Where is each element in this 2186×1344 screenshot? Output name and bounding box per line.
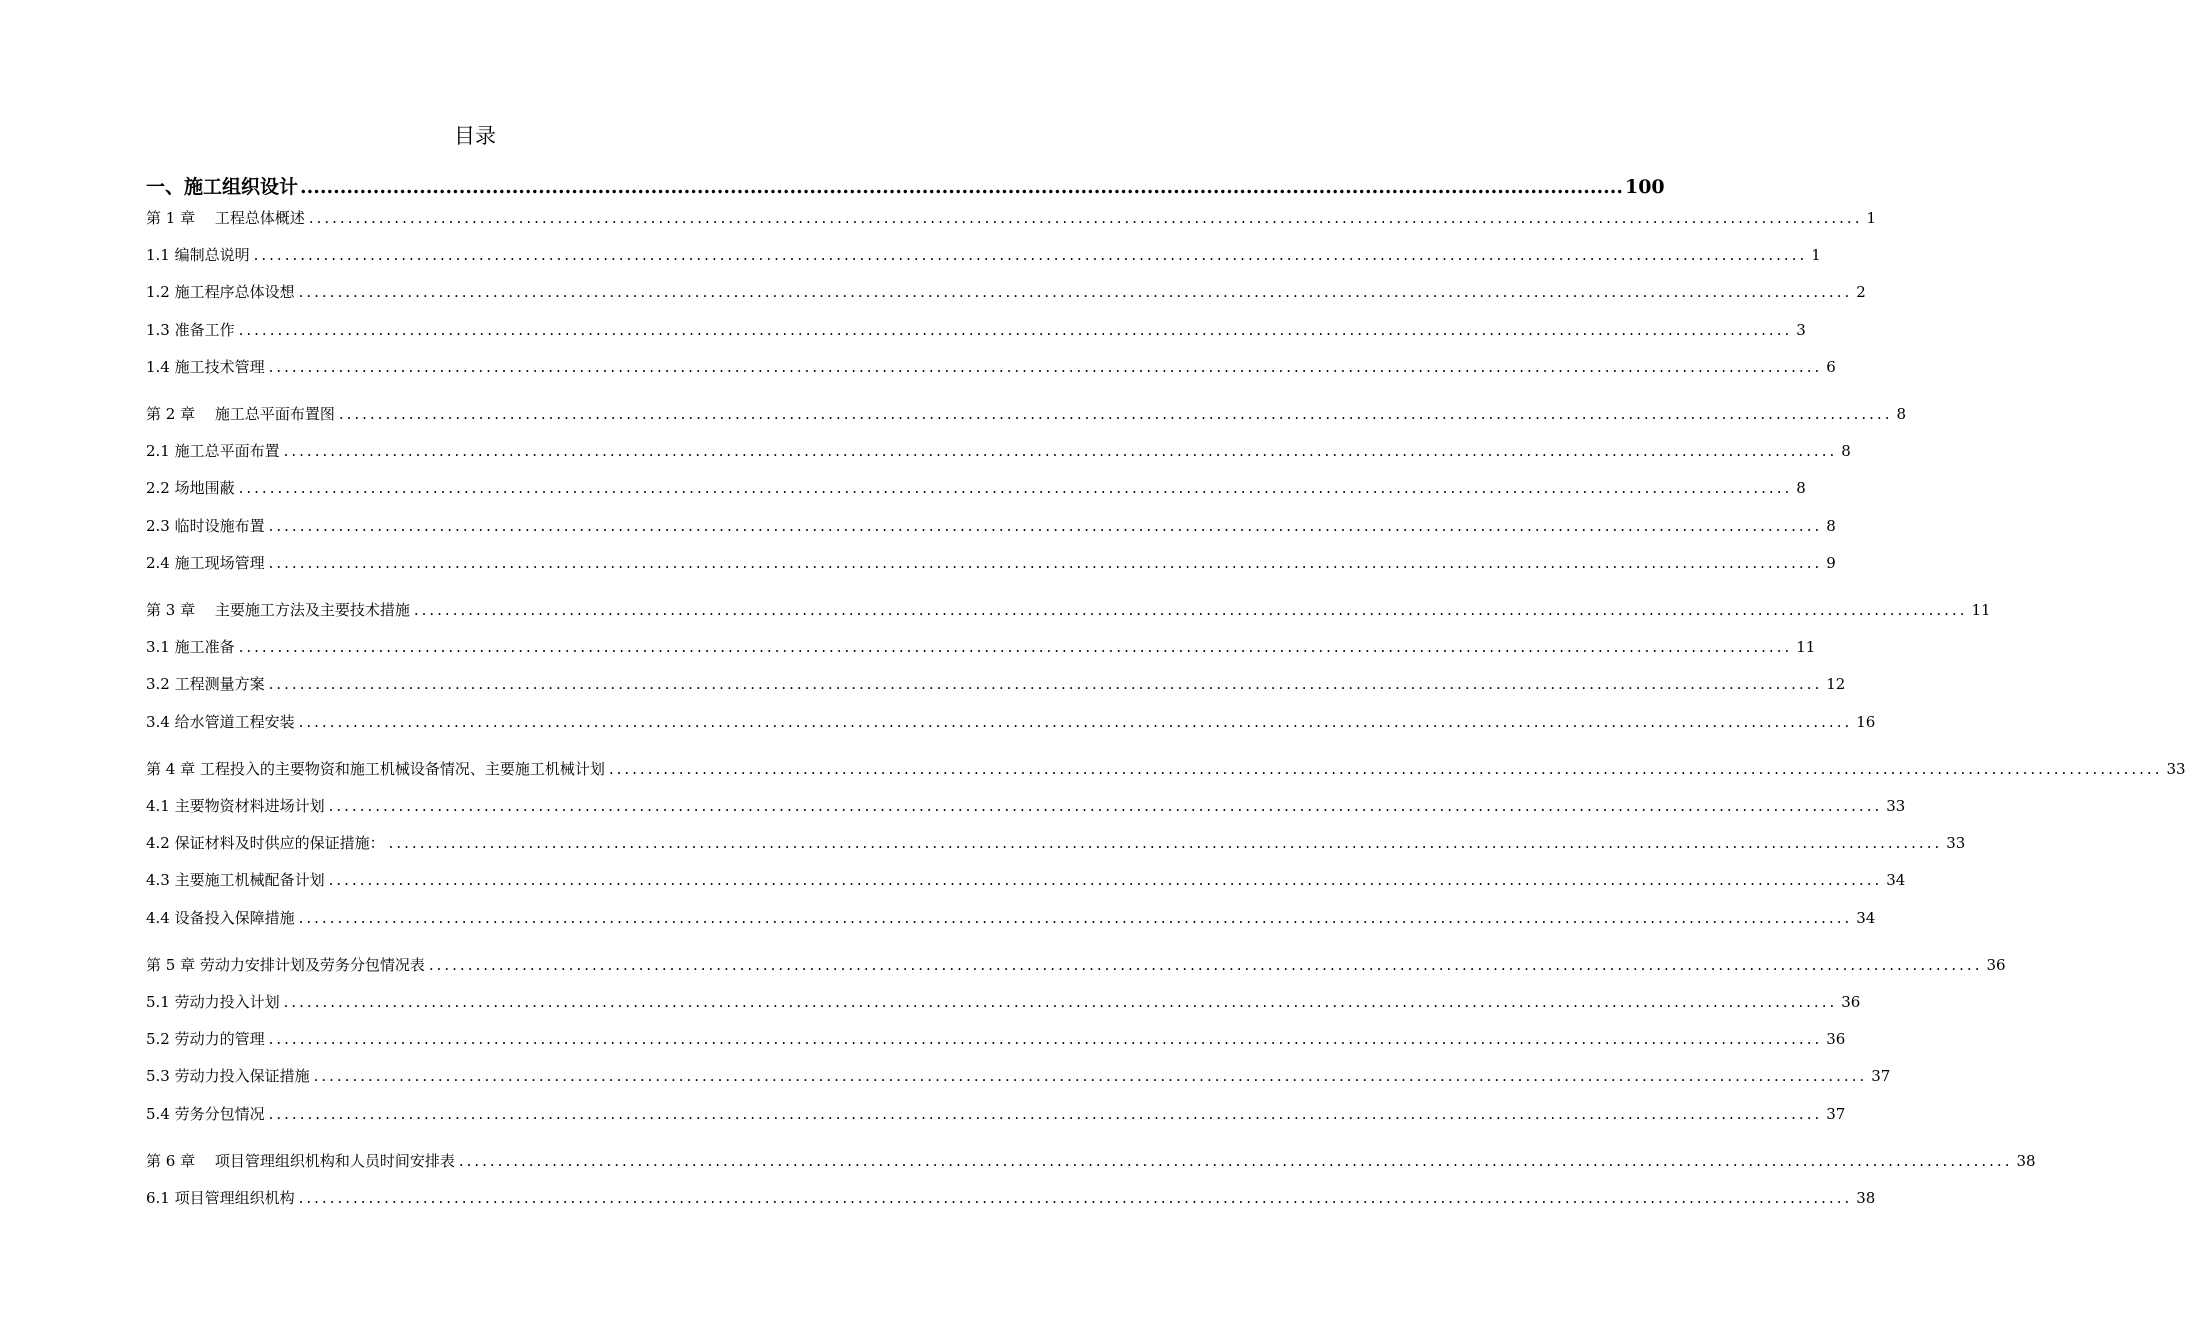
toc-section-entry[interactable] — [146, 552, 1836, 576]
toc-page-number: 37 — [1871, 1067, 1891, 1085]
toc-leader-dots: ........................................................................................................................................................................................................ — [298, 909, 1853, 927]
toc-page-number: 8 — [1896, 405, 1907, 423]
toc-section-entry[interactable] — [146, 319, 1806, 343]
toc-leader-dots: ........................................................................................................................................................................................................ — [238, 638, 1793, 656]
toc-page-number: 8 — [1796, 479, 1806, 497]
toc-page-number: 2 — [1856, 283, 1866, 301]
toc-page-number: 36 — [1841, 993, 1861, 1011]
toc-section-entry[interactable] — [146, 1065, 1891, 1089]
toc-page-number: 8 — [1841, 442, 1851, 460]
toc-leader-dots: ........................................................................................................................................................................................................ — [300, 176, 1623, 198]
toc-section-label: 2.1 施工总平面布置 — [146, 442, 280, 460]
toc-section-label: 1.1 编制总说明 — [146, 246, 250, 264]
toc-leader-dots: ........................................................................................................................................................................................................ — [238, 321, 1793, 339]
toc-leader-dots: ........................................................................................................................................................................................................ — [268, 517, 1823, 535]
toc-section-label: 6.1 项目管理组织机构 — [146, 1189, 295, 1207]
toc-section-label: 1.4 施工技术管理 — [146, 358, 265, 376]
toc-page-number: 12 — [1826, 675, 1846, 693]
toc-leader-dots: ........................................................................................................................................................................................................ — [283, 993, 1838, 1011]
toc-leader-dots: ........................................................................................................................................................................................................ — [313, 1067, 1868, 1085]
toc-page-number: 33 — [1886, 797, 1906, 815]
toc-page-number: 16 — [1856, 713, 1876, 731]
toc-section-entry[interactable] — [146, 1028, 1846, 1052]
toc-leader-dots: ........................................................................................................................................................................................................ — [328, 797, 1883, 815]
toc-leader-dots: ........................................................................................................................................................................................................ — [238, 479, 1793, 497]
toc-page-number: 11 — [1796, 638, 1816, 656]
toc-leader-dots: ........................................................................................................................................................................................................ — [308, 209, 1863, 227]
toc-leader-dots: ........................................................................................................................................................................................................ — [298, 1189, 1853, 1207]
toc-section-label: 4.2 保证材料及时供应的保证措施： — [146, 834, 385, 852]
toc-page-number: 38 — [1856, 1189, 1876, 1207]
toc-leader-dots: ........................................................................................................................................................................................................ — [458, 1152, 2013, 1170]
toc-section-label: 5.1 劳动力投入计划 — [146, 993, 280, 1011]
toc-section-entry[interactable] — [146, 711, 1876, 735]
toc-chapter-label: 第 6 章 项目管理组织机构和人员时间安排表 — [146, 1152, 455, 1170]
toc-section-entry[interactable] — [146, 907, 1876, 931]
toc-leader-dots: ........................................................................................................................................................................................................ — [268, 554, 1823, 572]
toc-page-number: 9 — [1826, 554, 1836, 572]
toc-page-number: 1 — [1866, 209, 1877, 227]
toc-chapter-entry[interactable] — [146, 1150, 2036, 1174]
toc-section-label: 1.2 施工程序总体设想 — [146, 283, 295, 301]
toc-chapter-entry[interactable] — [146, 758, 2186, 782]
toc-section-entry[interactable] — [146, 1187, 1876, 1211]
toc-chapter-label: 第 4 章 工程投入的主要物资和施工机械设备情况、主要施工机械计划 — [146, 760, 605, 778]
toc-page-number: 8 — [1826, 517, 1836, 535]
toc-section-entry[interactable] — [146, 356, 1836, 380]
toc-section-label: 5.4 劳务分包情况 — [146, 1105, 265, 1123]
toc-leader-dots: ........................................................................................................................................................................................................ — [413, 601, 1968, 619]
toc-page-number: 33 — [2166, 760, 2186, 778]
toc-page-number: 34 — [1856, 909, 1876, 927]
toc-chapter-label: 第 1 章 工程总体概述 — [146, 209, 305, 227]
page-title: 目录 — [454, 124, 496, 148]
toc-chapter-label: 第 2 章 施工总平面布置图 — [146, 405, 335, 423]
toc-part-page: 100 — [1624, 176, 1665, 198]
toc-page-number: 34 — [1886, 871, 1906, 889]
toc-leader-dots: ........................................................................................................................................................................................................ — [428, 956, 1983, 974]
toc-section-label: 3.2 工程测量方案 — [146, 675, 265, 693]
toc-leader-dots: ........................................................................................................................................................................................................ — [268, 675, 1823, 693]
toc-section-label: 2.3 临时设施布置 — [146, 517, 265, 535]
toc-leader-dots: ........................................................................................................................................................................................................ — [388, 834, 1943, 852]
toc-section-label: 3.4 给水管道工程安装 — [146, 713, 295, 731]
toc-chapter-entry[interactable] — [146, 599, 1991, 623]
toc-section-entry[interactable] — [146, 636, 1816, 660]
toc-section-entry[interactable] — [146, 515, 1836, 539]
toc-page-number: 11 — [1971, 601, 1991, 619]
toc-section-label: 4.3 主要施工机械配备计划 — [146, 871, 325, 889]
toc-leader-dots: ........................................................................................................................................................................................................ — [298, 713, 1853, 731]
toc-page-number: 36 — [1986, 956, 2006, 974]
toc-leader-dots: ........................................................................................................................................................................................................ — [283, 442, 1838, 460]
toc-leader-dots: ........................................................................................................................................................................................................ — [328, 871, 1883, 889]
toc-chapter-label: 第 5 章 劳动力安排计划及劳务分包情况表 — [146, 956, 425, 974]
toc-section-entry[interactable] — [146, 869, 1906, 893]
toc-page-number: 3 — [1796, 321, 1806, 339]
toc-section-entry[interactable] — [146, 673, 1846, 697]
toc-section-label: 2.2 场地围蔽 — [146, 479, 235, 497]
toc-leader-dots: ........................................................................................................................................................................................................ — [608, 760, 2163, 778]
toc-section-entry[interactable] — [146, 1103, 1846, 1127]
toc-part-entry[interactable] — [146, 172, 1665, 200]
toc-leader-dots: ........................................................................................................................................................................................................ — [268, 1105, 1823, 1123]
toc-section-entry[interactable] — [146, 440, 1851, 464]
toc-section-entry[interactable] — [146, 832, 1966, 856]
toc-page-number: 33 — [1946, 834, 1966, 852]
toc-chapter-entry[interactable] — [146, 403, 1907, 427]
toc-part-label: 一、施工组织设计 — [146, 176, 299, 198]
toc-section-entry[interactable] — [146, 281, 1866, 305]
toc-section-entry[interactable] — [146, 244, 1821, 268]
toc-section-entry[interactable] — [146, 477, 1806, 501]
toc-leader-dots: ........................................................................................................................................................................................................ — [298, 283, 1853, 301]
toc-chapter-label: 第 3 章 主要施工方法及主要技术措施 — [146, 601, 410, 619]
toc-leader-dots: ........................................................................................................................................................................................................ — [338, 405, 1893, 423]
toc-section-label: 4.4 设备投入保障措施 — [146, 909, 295, 927]
toc-chapter-entry[interactable] — [146, 954, 2006, 978]
toc-leader-dots: ........................................................................................................................................................................................................ — [268, 358, 1823, 376]
toc-page-number: 6 — [1826, 358, 1836, 376]
toc-page-number: 1 — [1811, 246, 1821, 264]
toc-section-label: 2.4 施工现场管理 — [146, 554, 265, 572]
toc-section-label: 5.3 劳动力投入保证措施 — [146, 1067, 310, 1085]
toc-section-label: 1.3 准备工作 — [146, 321, 235, 339]
toc-chapter-entry[interactable] — [146, 207, 1877, 231]
toc-page-number: 36 — [1826, 1030, 1846, 1048]
toc-page-number: 38 — [2016, 1152, 2036, 1170]
toc-leader-dots: ........................................................................................................................................................................................................ — [253, 246, 1808, 264]
toc-section-label: 3.1 施工准备 — [146, 638, 235, 656]
toc-section-entry[interactable] — [146, 991, 1861, 1015]
toc-section-label: 5.2 劳动力的管理 — [146, 1030, 265, 1048]
toc-leader-dots: ........................................................................................................................................................................................................ — [268, 1030, 1823, 1048]
toc-page-number: 37 — [1826, 1105, 1846, 1123]
toc-section-label: 4.1 主要物资材料进场计划 — [146, 797, 325, 815]
toc-section-entry[interactable] — [146, 795, 1906, 819]
